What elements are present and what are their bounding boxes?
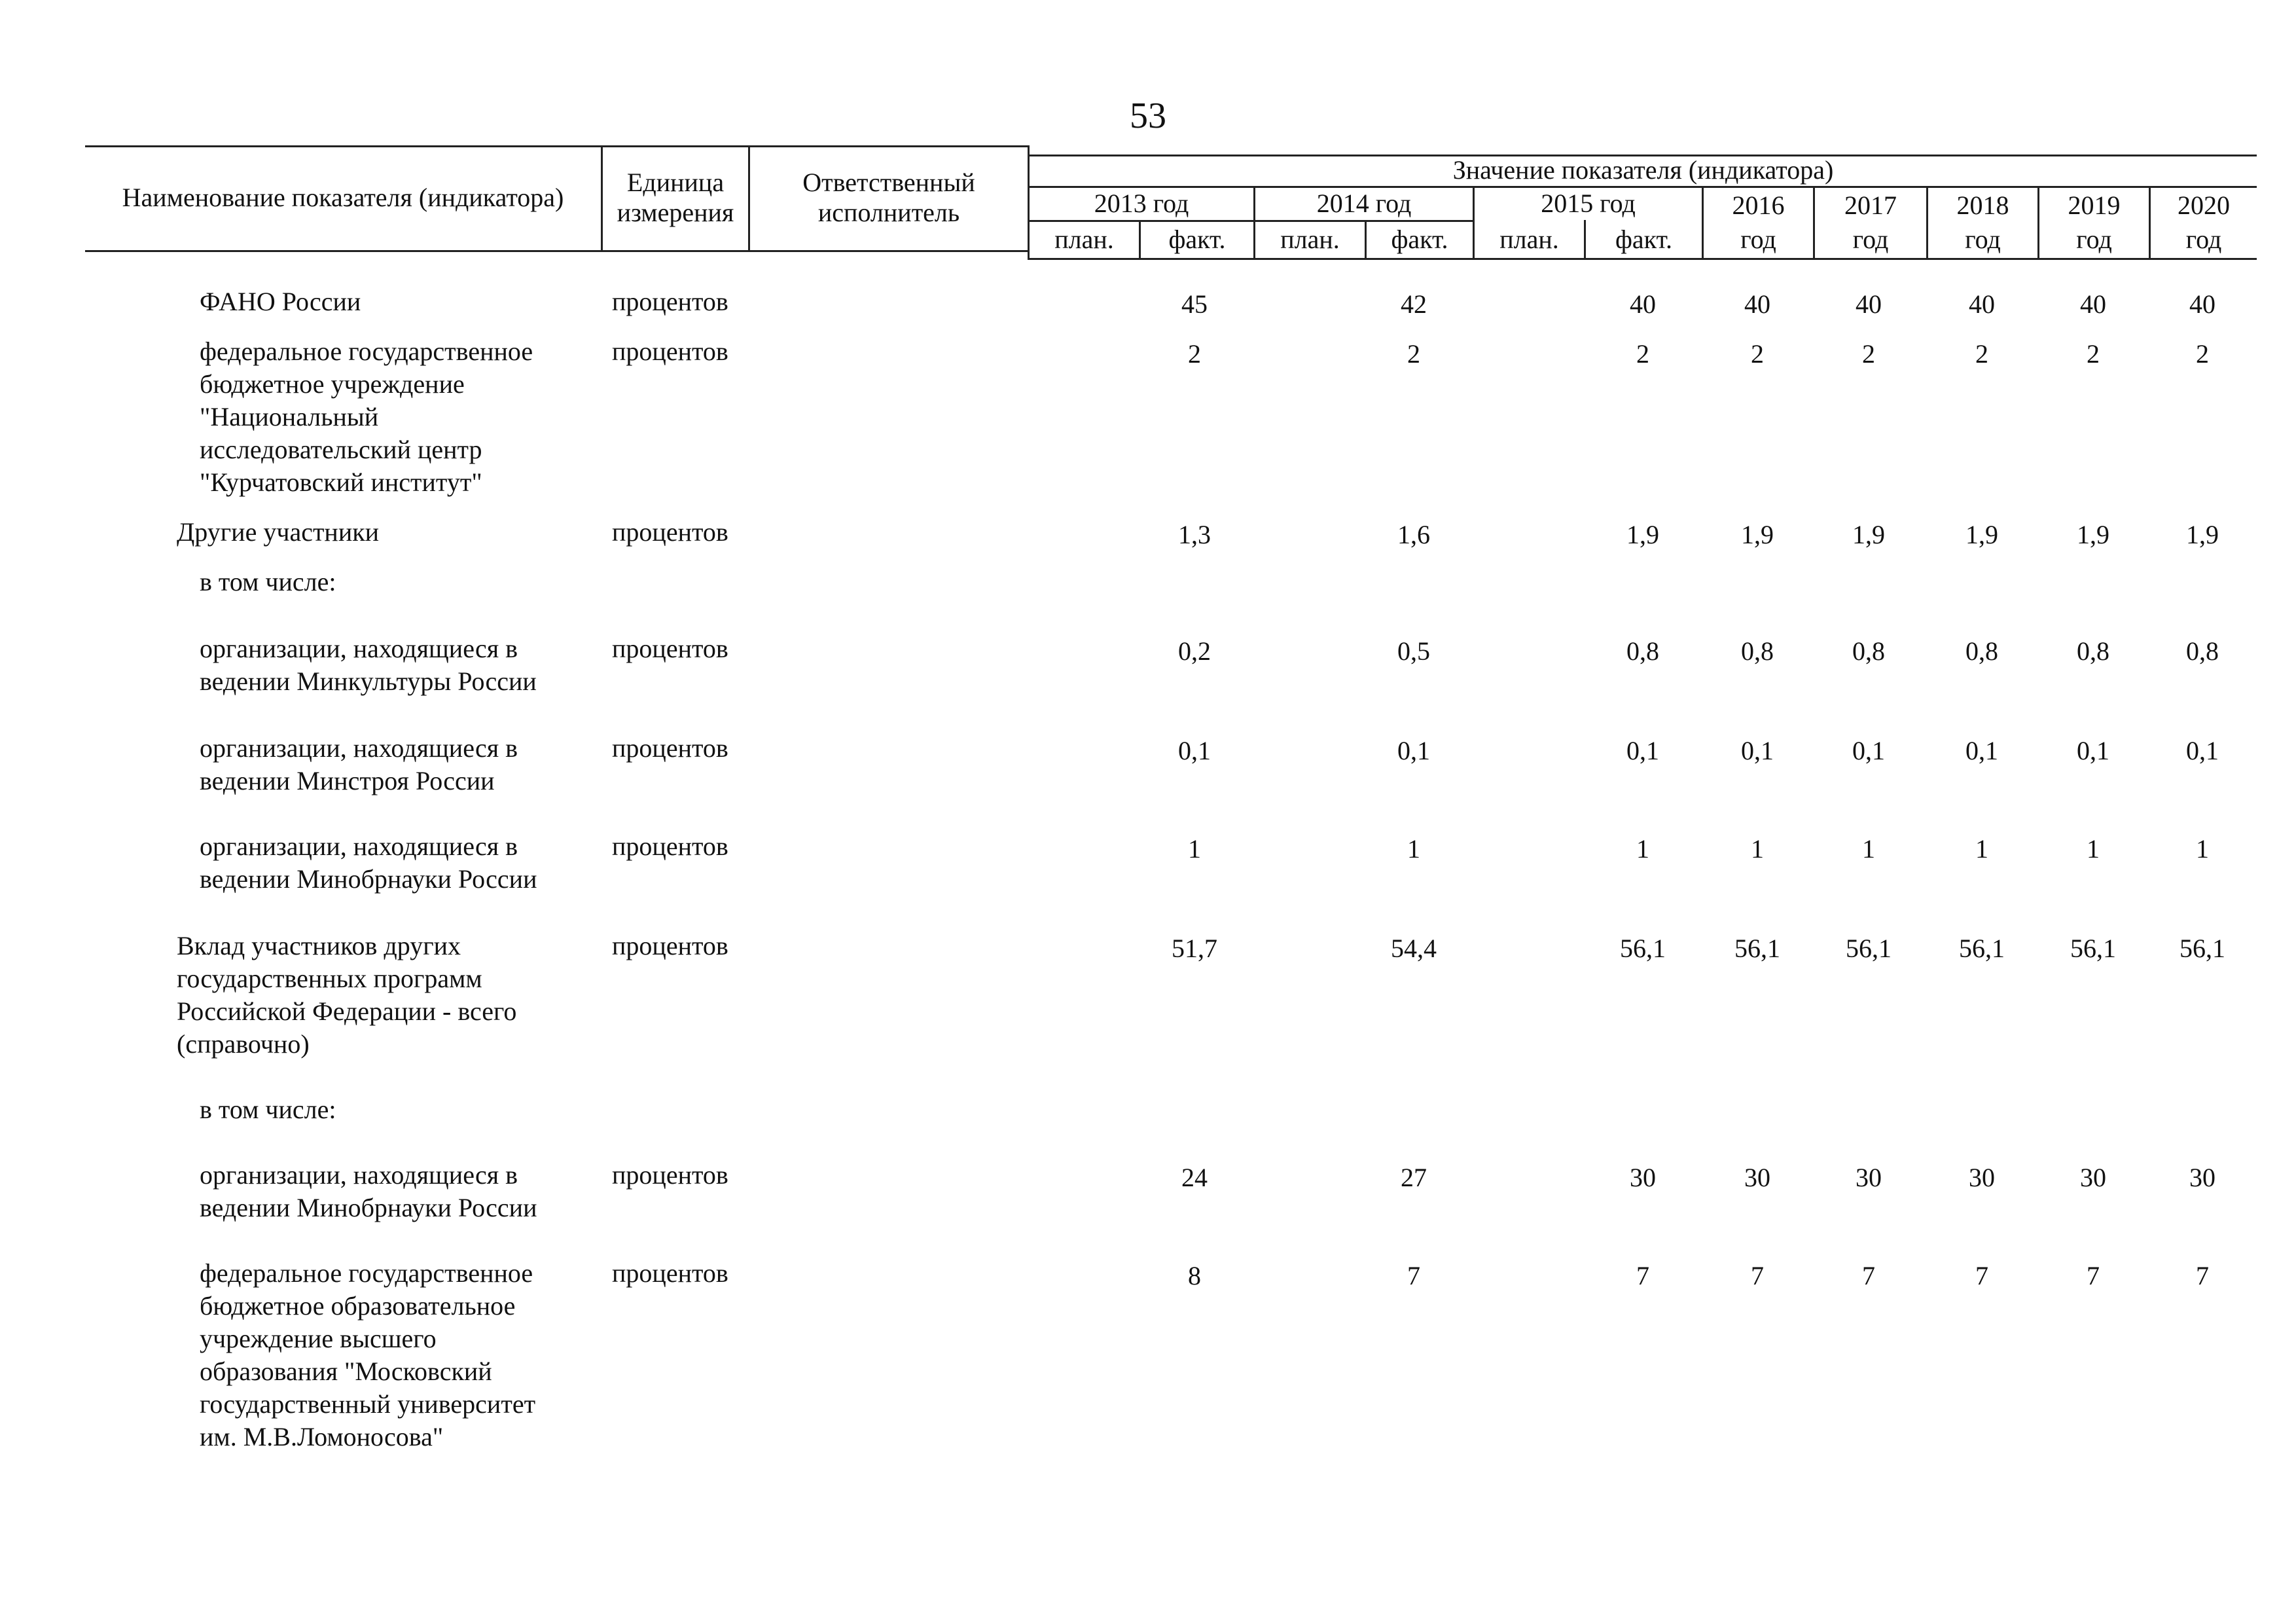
value-2014-fact: 1 bbox=[1407, 834, 1420, 864]
value-2013-fact: 51,7 bbox=[1172, 934, 1217, 963]
value-2014-fact: 1,6 bbox=[1397, 520, 1430, 549]
value-2014-fact: 0,1 bbox=[1397, 736, 1430, 765]
header-year-2014: 2014 год bbox=[1316, 189, 1412, 218]
indicator-name: федеральное государственное бюджетное учреждение "Национальный исследовательский центр "Курчатовский институт" bbox=[200, 337, 533, 497]
value-2014-fact: 54,4 bbox=[1391, 934, 1437, 963]
value-2018: 0,1 bbox=[1965, 736, 1998, 765]
value-2013-fact: 8 bbox=[1188, 1261, 1201, 1290]
header-responsible: Ответственный исполнитель bbox=[802, 168, 975, 227]
header-year-2018: 2018 bbox=[1956, 191, 2009, 220]
value-2016: 30 bbox=[1744, 1163, 1770, 1192]
page-number: 53 bbox=[1130, 96, 1166, 136]
header-year-2015: 2015 год bbox=[1541, 189, 1636, 218]
table-header bbox=[0, 145, 2296, 261]
value-2014-fact: 42 bbox=[1401, 289, 1427, 319]
value-2015-fact: 40 bbox=[1630, 289, 1656, 319]
value-2017: 1 bbox=[1862, 834, 1875, 864]
value-2020: 1 bbox=[2196, 834, 2209, 864]
indicator-name: в том числе: bbox=[200, 567, 336, 596]
header-year-word: год bbox=[1852, 225, 1889, 254]
value-2019: 1,9 bbox=[2077, 520, 2109, 549]
header-plan: план. bbox=[1054, 225, 1114, 254]
value-2015-fact: 1,9 bbox=[1626, 520, 1659, 549]
value-2017: 30 bbox=[1856, 1163, 1882, 1192]
value-2014-fact: 0,5 bbox=[1397, 636, 1430, 666]
header-year-2016: 2016 bbox=[1732, 191, 1785, 220]
header-unit: Единица измерения bbox=[617, 168, 734, 227]
value-2019: 30 bbox=[2080, 1163, 2106, 1192]
header-bottom-rule-values bbox=[1028, 258, 2257, 260]
value-2015-fact: 56,1 bbox=[1620, 934, 1666, 963]
value-2013-fact: 0,2 bbox=[1178, 636, 1211, 666]
value-2014-fact: 2 bbox=[1407, 339, 1420, 369]
header-indicator-name: Наименование показателя (индикатора) bbox=[122, 183, 564, 212]
value-2017: 56,1 bbox=[1846, 934, 1892, 963]
indicator-name: организации, находящиеся в ведении Минобрнауки России bbox=[200, 1160, 537, 1222]
header-indicator-value: Значение показателя (индикатора) bbox=[1452, 155, 1834, 185]
unit-cell: процентов bbox=[612, 634, 728, 663]
value-2019: 56,1 bbox=[2070, 934, 2116, 963]
indicator-name: организации, находящиеся в ведении Минобрнауки России bbox=[200, 831, 537, 894]
header-year-2019: 2019 bbox=[2068, 191, 2121, 220]
value-2015-fact: 0,8 bbox=[1626, 636, 1659, 666]
indicator-name: в том числе: bbox=[200, 1095, 336, 1124]
value-2014-fact: 27 bbox=[1401, 1163, 1427, 1192]
header-year-2020: 2020 bbox=[2178, 191, 2230, 220]
header-year-word: год bbox=[1965, 225, 2001, 254]
header-year-2013: 2013 год bbox=[1094, 189, 1189, 218]
unit-cell: процентов bbox=[612, 831, 728, 861]
header-year-word: год bbox=[1740, 225, 1776, 254]
value-2016: 40 bbox=[1744, 289, 1770, 319]
value-2018: 56,1 bbox=[1959, 934, 2005, 963]
value-2015-fact: 1 bbox=[1636, 834, 1649, 864]
value-2015-fact: 2 bbox=[1636, 339, 1649, 369]
value-2016: 1,9 bbox=[1741, 520, 1774, 549]
value-2018: 2 bbox=[1975, 339, 1988, 369]
value-2015-fact: 30 bbox=[1630, 1163, 1656, 1192]
header-year-2017: 2017 bbox=[1844, 191, 1897, 220]
value-2020: 0,8 bbox=[2186, 636, 2219, 666]
value-2013-fact: 24 bbox=[1181, 1163, 1208, 1192]
unit-cell: процентов bbox=[612, 1258, 728, 1288]
value-2015-fact: 7 bbox=[1636, 1261, 1649, 1290]
unit-cell: процентов bbox=[612, 287, 728, 316]
indicator-name: федеральное государственное бюджетное образовательное учреждение высшего образования "Московский государственный университет им. М.В.Ломоносова" bbox=[200, 1258, 536, 1451]
value-2013-fact: 1,3 bbox=[1178, 520, 1211, 549]
header-year-word: год bbox=[2076, 225, 2112, 254]
value-2016: 2 bbox=[1751, 339, 1764, 369]
value-2013-fact: 2 bbox=[1188, 339, 1201, 369]
value-2017: 7 bbox=[1862, 1261, 1875, 1290]
header-fact: факт. bbox=[1168, 225, 1226, 254]
value-2017: 0,8 bbox=[1852, 636, 1885, 666]
value-2020: 56,1 bbox=[2179, 934, 2225, 963]
indicator-name: ФАНО России bbox=[200, 287, 361, 316]
value-2019: 2 bbox=[2087, 339, 2100, 369]
indicator-name: организации, находящиеся в ведении Минкультуры России bbox=[200, 634, 537, 696]
value-2015-fact: 0,1 bbox=[1626, 736, 1659, 765]
header-fact: факт. bbox=[1391, 225, 1448, 254]
indicator-name: Вклад участников других государственных программ Российской Федерации - всего (справочно) bbox=[177, 931, 517, 1059]
value-2013-fact: 0,1 bbox=[1178, 736, 1211, 765]
value-2016: 7 bbox=[1751, 1261, 1764, 1290]
value-2016: 1 bbox=[1751, 834, 1764, 864]
header-plan: план. bbox=[1280, 225, 1340, 254]
value-2019: 0,8 bbox=[2077, 636, 2109, 666]
value-2017: 0,1 bbox=[1852, 736, 1885, 765]
value-2019: 7 bbox=[2087, 1261, 2100, 1290]
value-2017: 40 bbox=[1856, 289, 1882, 319]
value-2017: 1,9 bbox=[1852, 520, 1885, 549]
value-2019: 40 bbox=[2080, 289, 2106, 319]
value-2020: 7 bbox=[2196, 1261, 2209, 1290]
value-2020: 0,1 bbox=[2186, 736, 2219, 765]
value-2019: 0,1 bbox=[2077, 736, 2109, 765]
value-2016: 0,8 bbox=[1741, 636, 1774, 666]
header-year-word: год bbox=[2185, 225, 2222, 254]
unit-cell: процентов bbox=[612, 517, 728, 547]
unit-cell: процентов bbox=[612, 733, 728, 763]
header-bottom-rule bbox=[85, 250, 1028, 252]
value-2013-fact: 1 bbox=[1188, 834, 1201, 864]
header-plan: план. bbox=[1499, 225, 1559, 254]
indicator-name: Другие участники bbox=[177, 517, 380, 547]
value-2020: 1,9 bbox=[2186, 520, 2219, 549]
value-2018: 40 bbox=[1969, 289, 1995, 319]
value-2020: 30 bbox=[2189, 1163, 2215, 1192]
value-2018: 1,9 bbox=[1965, 520, 1998, 549]
value-2016: 56,1 bbox=[1734, 934, 1780, 963]
value-2020: 40 bbox=[2189, 289, 2215, 319]
unit-cell: процентов bbox=[612, 337, 728, 366]
value-2019: 1 bbox=[2087, 834, 2100, 864]
value-2017: 2 bbox=[1862, 339, 1875, 369]
value-2018: 0,8 bbox=[1965, 636, 1998, 666]
value-2013-fact: 45 bbox=[1181, 289, 1208, 319]
value-2020: 2 bbox=[2196, 339, 2209, 369]
unit-cell: процентов bbox=[612, 1160, 728, 1190]
value-2014-fact: 7 bbox=[1407, 1261, 1420, 1290]
indicator-name: организации, находящиеся в ведении Минстроя России bbox=[200, 733, 518, 795]
value-2018: 30 bbox=[1969, 1163, 1995, 1192]
value-2016: 0,1 bbox=[1741, 736, 1774, 765]
header-fact: факт. bbox=[1615, 225, 1673, 254]
unit-cell: процентов bbox=[612, 931, 728, 960]
value-2018: 7 bbox=[1975, 1261, 1988, 1290]
value-2018: 1 bbox=[1975, 834, 1988, 864]
